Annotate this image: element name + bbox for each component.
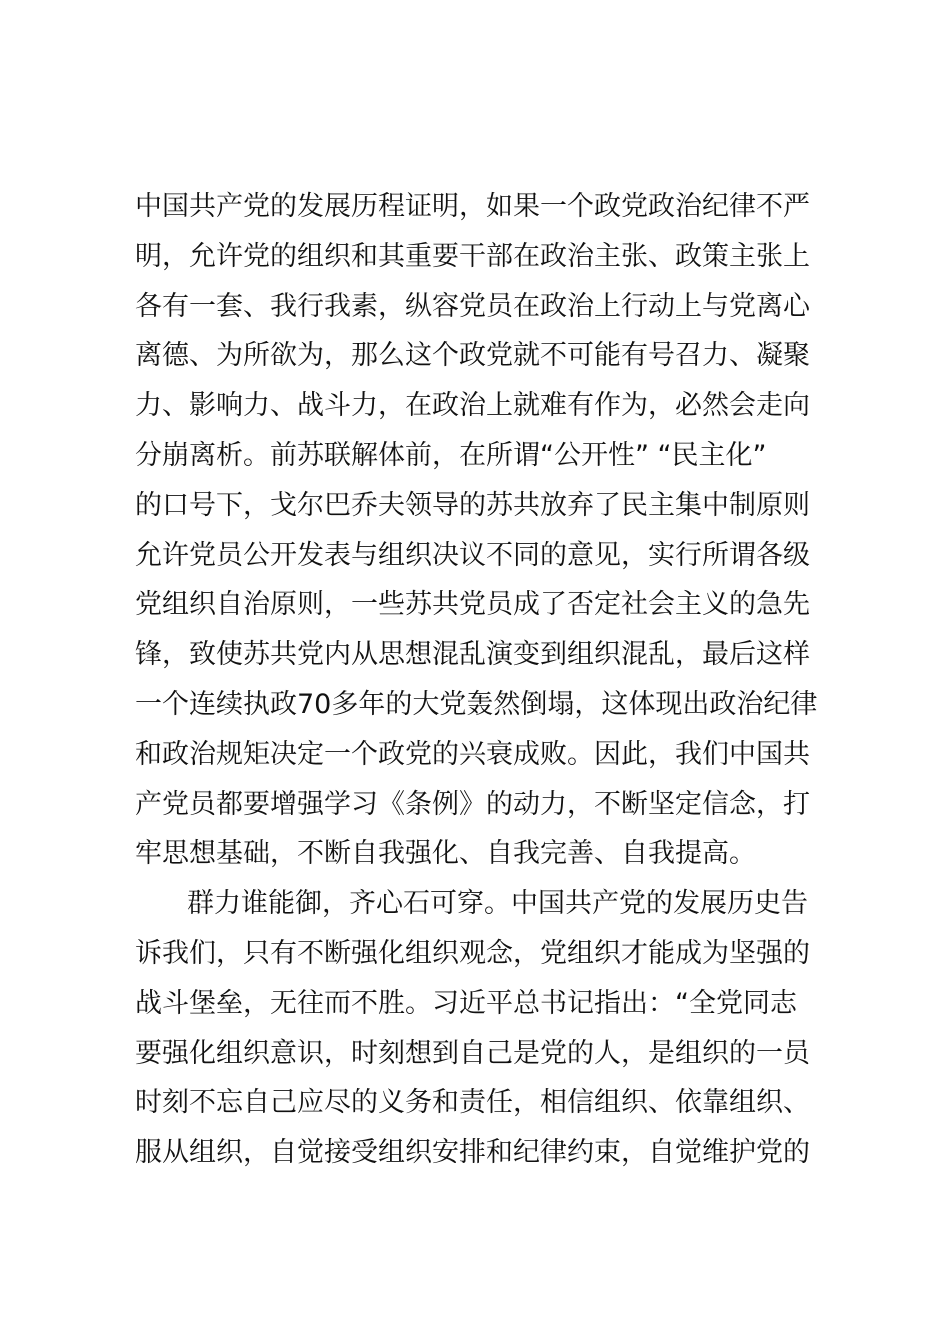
text-line: 的口号下，戈尔巴乔夫领导的苏共放弃了民主集中制原则 (135, 489, 810, 521)
text-line: 时刻不忘自己应尽的义务和责任，相信组织、依靠组织、 (135, 1087, 810, 1119)
text-line: 允许党员公开发表与组织决议不同的意见，实行所谓各级 (135, 539, 810, 571)
paragraph-1 (135, 182, 845, 879)
text-line: 和政治规矩决定一个政党的兴衰成败。因此，我们中国共 (135, 738, 810, 770)
text-line: 离德、为所欲为，那么这个政党就不可能有号召力、凝聚 (135, 340, 810, 372)
text-line: 群力谁能御，齐心石可穿。中国共产党的发展历史告 (187, 888, 808, 920)
text-line: 产党员都要增强学习《条例》的动力，不断坚定信念，打 (135, 788, 810, 820)
text-line: 中国共产党的发展历程证明，如果一个政党政治纪律不严 (135, 191, 810, 222)
text-line: 战斗堡垒，无往而不胜。习近平总书记指出：“全党同志 (135, 987, 797, 1019)
text-line: 要强化组织意识，时刻想到自己是党的人，是组织的一员 (135, 1037, 810, 1069)
text-line: 锋，致使苏共党内从思想混乱演变到组织混乱，最后这样 (135, 639, 810, 671)
body-text (135, 182, 845, 1178)
text-line: 一个连续执政70多年的大党轰然倒塌，这体现出政治纪律 (135, 688, 818, 720)
text-line: 力、影响力、战斗力，在政治上就难有作为，必然会走向 (135, 390, 810, 422)
text-line: 明，允许党的组织和其重要干部在政治主张、政策主张上 (135, 240, 810, 272)
text-line: 分崩离析。前苏联解体前，在所谓“公开性” “民主化” (135, 439, 767, 471)
text-line: 各有一套、我行我素，纵容党员在政治上行动上与党离心 (135, 290, 810, 322)
text-line: 服从组织，自觉接受组织安排和纪律约束，自觉维护党的 (135, 1137, 810, 1169)
text-line: 牢思想基础，不断自我强化、自我完善、自我提高。 (135, 838, 756, 870)
text-line: 诉我们，只有不断强化组织观念，党组织才能成为坚强的 (135, 937, 810, 969)
paragraph-2 (135, 879, 845, 1178)
text-line: 党组织自治原则，一些苏共党员成了否定社会主义的急先 (135, 589, 810, 621)
